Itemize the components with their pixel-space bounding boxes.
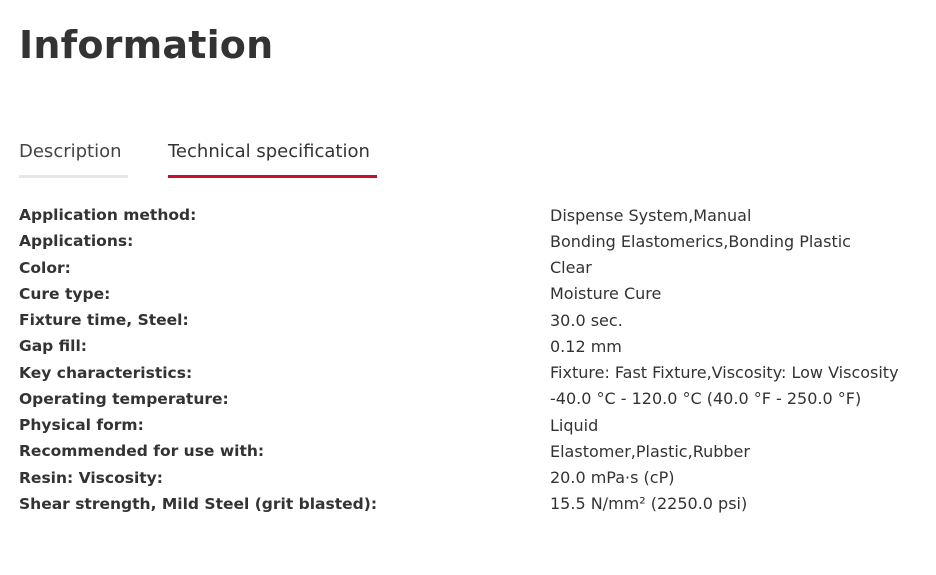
spec-row-recommended-for-use-with	[19, 438, 929, 464]
spec-label: Cure type:	[19, 284, 111, 303]
spec-value: Fixture: Fast Fixture,Viscosity: Low Viscosity	[550, 363, 899, 383]
spec-value: -40.0 °C - 120.0 °C (40.0 °F - 250.0 °F)	[550, 389, 862, 409]
spec-value: Moisture Cure	[550, 284, 662, 304]
tab-description[interactable]: Description	[19, 138, 128, 178]
spec-value: 15.5 N/mm² (2250.0 psi)	[550, 494, 748, 514]
spec-label: Resin: Viscosity:	[19, 468, 163, 487]
spec-value: Dispense System,Manual	[550, 205, 752, 225]
spec-label: Applications:	[19, 232, 134, 251]
spec-label: Fixture time, Steel:	[19, 311, 189, 330]
spec-value: Liquid	[550, 415, 599, 435]
spec-value: Elastomer,Plastic,Rubber	[550, 441, 750, 461]
spec-row-fixture-time	[19, 307, 929, 333]
spec-label: Application method:	[19, 206, 197, 225]
spec-label: Operating temperature:	[19, 389, 229, 408]
spec-value: 20.0 mPa·s (cP)	[550, 468, 675, 488]
spec-value: Bonding Elastomerics,Bonding Plastic	[550, 231, 851, 251]
spec-row-key-characteristics	[19, 360, 929, 386]
spec-label: Color:	[19, 258, 71, 277]
spec-row-resin-viscosity	[19, 465, 929, 491]
spec-row-cure-type	[19, 281, 929, 307]
spec-row-gap-fill	[19, 333, 929, 359]
page-title: Information	[19, 23, 274, 67]
specification-table	[19, 202, 929, 517]
spec-row-application-method	[19, 202, 929, 228]
spec-label: Physical form:	[19, 416, 144, 435]
spec-label: Key characteristics:	[19, 363, 193, 382]
spec-row-operating-temperature	[19, 386, 929, 412]
tab-technical-specification[interactable]: Technical specification	[168, 138, 377, 178]
spec-label: Shear strength, Mild Steel (grit blasted):	[19, 494, 378, 513]
spec-row-physical-form	[19, 412, 929, 438]
spec-value: 0.12 mm	[550, 336, 622, 356]
spec-value: 30.0 sec.	[550, 310, 623, 330]
spec-label: Recommended for use with:	[19, 442, 265, 461]
spec-value: Clear	[550, 258, 592, 278]
spec-label: Gap fill:	[19, 337, 87, 356]
spec-row-applications	[19, 228, 929, 254]
spec-row-shear-strength	[19, 491, 929, 517]
spec-row-color	[19, 255, 929, 281]
tab-bar	[19, 138, 377, 180]
